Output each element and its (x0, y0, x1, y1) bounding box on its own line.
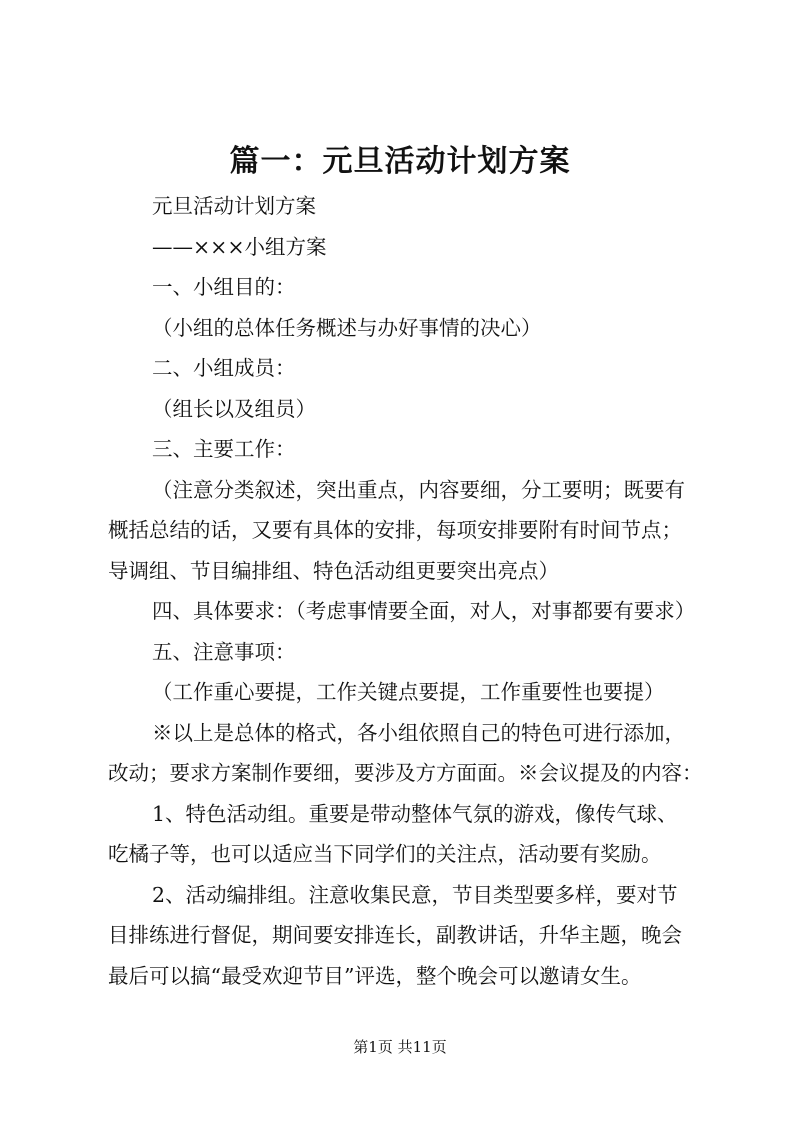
paragraph-line: 吃橘子等，也可以适应当下同学们的关注点，活动要有奖励。 (108, 842, 662, 866)
paragraph-plan-name (108, 186, 718, 227)
paragraph-line: （注意分类叙述，突出重点，内容要细，分工要明；既要有 (152, 477, 685, 502)
paragraph-line: ——×××小组方案 (152, 234, 327, 259)
paragraph-section-requirements (108, 591, 718, 632)
paragraph-line: 四、具体要求：（考虑事情要全面，对人，对事都要有要求） (152, 599, 696, 623)
paragraph-line: 目排练进行督促，期间要安排连长，副教讲话，升华主题，晚会 (108, 923, 682, 947)
paragraph-main-work-note (108, 470, 718, 592)
document-body (108, 186, 718, 996)
paragraph-line: 2、活动编排组。注意收集民意，节目类型要多样，要对节 (152, 882, 678, 907)
paragraph-line: 元旦活动计划方案 (152, 194, 316, 218)
paragraph-section-members (108, 348, 718, 389)
paragraph-line: 二、小组成员： (152, 356, 296, 380)
paragraph-purpose-note (108, 308, 718, 349)
paragraph-line: 1、特色活动组。重要是带动整体气氛的游戏，像传气球、 (152, 801, 678, 826)
paragraph-line: 最后可以搞“最受欢迎节目”评选，整个晚会可以邀请女生。 (108, 963, 642, 988)
paragraph-section-notes (108, 632, 718, 673)
paragraph-program-group (108, 875, 718, 997)
paragraph-format-summary (108, 713, 718, 794)
paragraph-line: （组长以及组员） (152, 396, 316, 421)
paragraph-line: 三、主要工作： (152, 437, 296, 461)
paragraph-section-main-work (108, 429, 718, 470)
paragraph-group-plan (108, 227, 718, 268)
paragraph-line: 一、小组目的： (152, 275, 296, 299)
paragraph-section-purpose (108, 267, 718, 308)
paragraph-line: 导调组、节目编排组、特色活动组更要突出亮点） (108, 558, 559, 583)
paragraph-members-note (108, 389, 718, 430)
paragraph-line: （工作重心要提，工作关键点要提，工作重要性也要提） (152, 680, 665, 704)
document-title: 篇一：元旦活动计划方案 (229, 144, 571, 179)
paragraph-feature-group (108, 794, 718, 875)
paragraph-line: 改动；要求方案制作要细，要涉及方方面面。※会议提及的内容： (108, 761, 703, 785)
paragraph-line: 概括总结的话，又要有具体的安排，每项安排要附有时间节点； (108, 518, 682, 542)
paragraph-line: （小组的总体任务概述与办好事情的决心） (152, 315, 542, 340)
paragraph-notes-detail (108, 672, 718, 713)
page-footer: 第1页 共11页 (353, 1038, 447, 1056)
paragraph-line: ※以上是总体的格式，各小组依照自己的特色可进行添加， (152, 720, 685, 745)
paragraph-line: 五、注意事项： (152, 639, 296, 664)
